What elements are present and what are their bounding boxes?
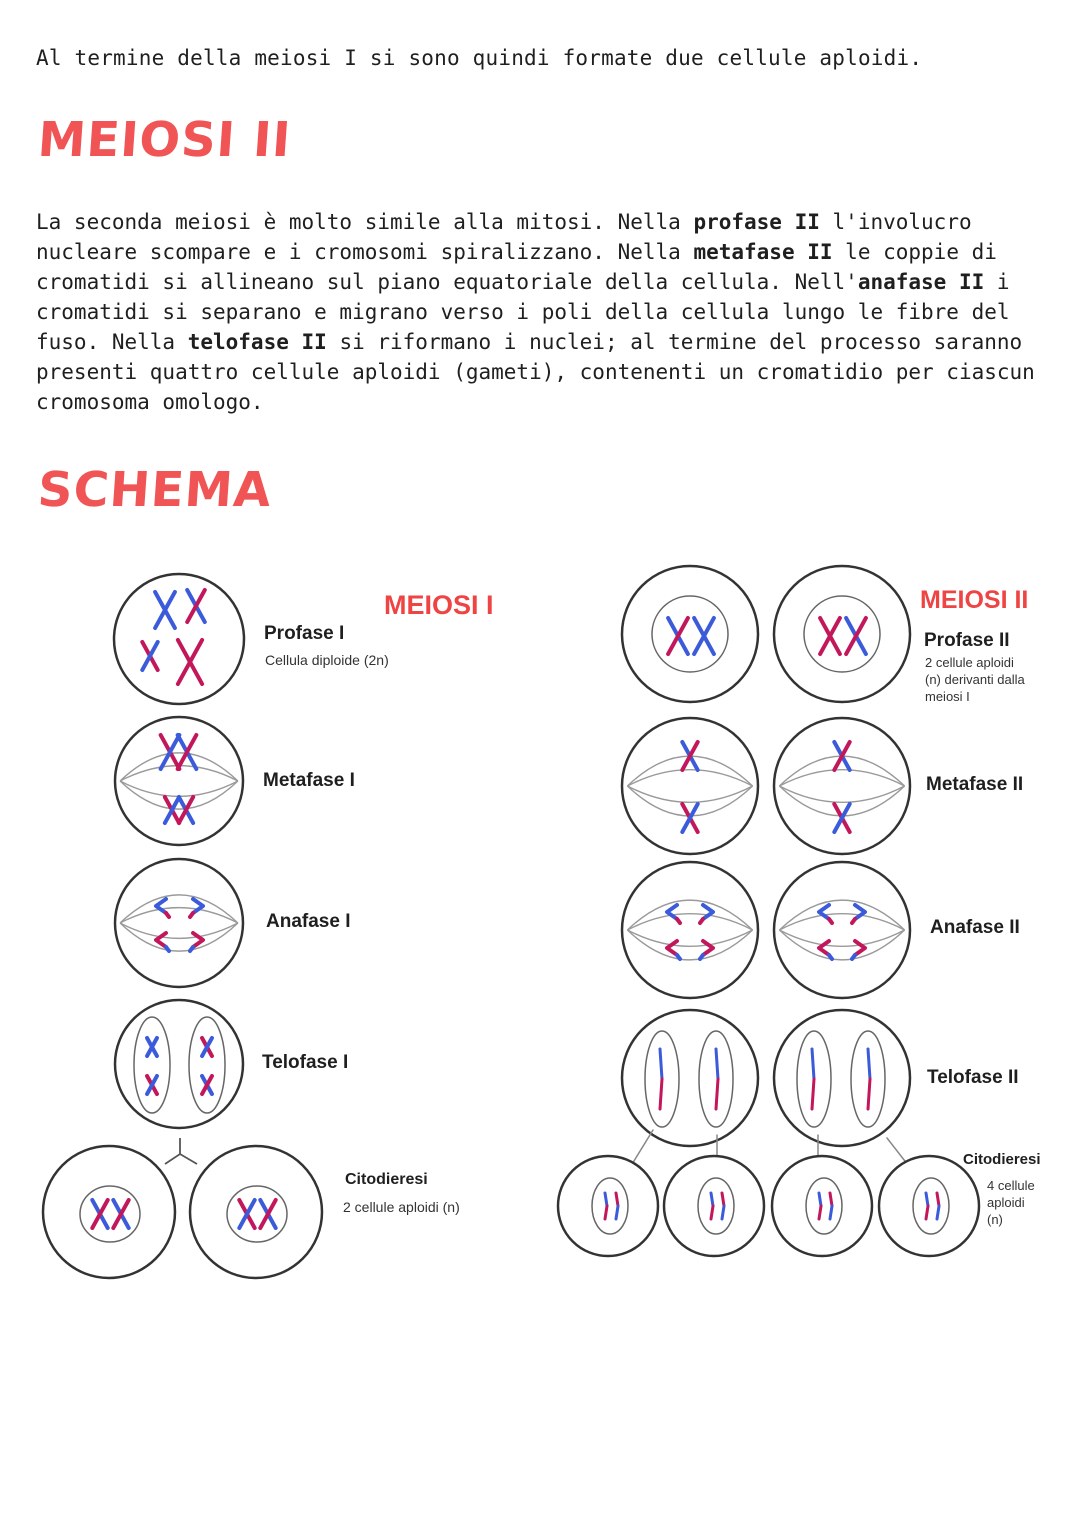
desc-citodieresi-2-line2: aploidi: [987, 1195, 1025, 1210]
desc-citodieresi-1: 2 cellule aploidi (n): [343, 1199, 460, 1215]
para-segment: La seconda meiosi è molto simile alla mitosi. Nella: [36, 210, 694, 234]
label-telofase-1: Telofase I: [262, 1052, 349, 1073]
chromatid: [166, 913, 169, 917]
chromatid: [677, 955, 680, 959]
heading-meiosi-2: MEIOSI II: [36, 112, 294, 168]
cell-anafase-1: [115, 859, 243, 987]
cell-metafase-2: [774, 718, 910, 854]
chromatid: [868, 1049, 870, 1079]
label-profase-2: Profase II: [924, 630, 1010, 651]
meiosi-2-title: MEIOSI II: [920, 586, 1029, 614]
chromatid: [616, 1193, 618, 1206]
label-citodieresi-2: Citodieresi: [963, 1151, 1041, 1168]
desc-profase-2-line2: (n) derivanti dalla: [925, 672, 1025, 687]
label-metafase-1: Metafase I: [263, 770, 355, 791]
desc-profase-1: Cellula diploide (2n): [265, 652, 389, 668]
desc-citodieresi-2-line1: 4 cellule: [987, 1178, 1035, 1193]
chromatid: [830, 1193, 832, 1206]
chromatid: [660, 1079, 662, 1109]
label-anafase-1: Anafase I: [266, 911, 351, 932]
chromatid: [926, 1206, 928, 1219]
intro-text: Al termine della meiosi I si sono quindi formate due cellule aploidi.: [36, 46, 923, 70]
diagram-shapes: [43, 566, 979, 1278]
chromatid: [819, 1206, 821, 1219]
meiosi-1-title: MEIOSI I: [384, 590, 494, 620]
chromatid: [711, 1193, 713, 1206]
meiosis-diagram: [0, 560, 1080, 1300]
label-anafase-2: Anafase II: [930, 917, 1020, 938]
para-segment: i cromatidi si separano e migrano verso i poli della cellula lungo le fibre del fuso. Nella: [36, 270, 1010, 354]
cell-anafase-2: [774, 862, 910, 998]
para-segment: l'involucro nucleare scompare e i cromosomi spiralizzano. Nella: [36, 210, 972, 264]
chromatid: [616, 1206, 618, 1219]
cell-telofase-2: [622, 1010, 758, 1146]
chromatid: [605, 1193, 607, 1206]
chromatid: [926, 1193, 928, 1206]
chromatid: [812, 1049, 814, 1079]
heading-schema: SCHEMA: [36, 462, 274, 518]
chromatid: [829, 955, 832, 959]
chromatid: [711, 1206, 713, 1219]
chromatid: [722, 1193, 724, 1206]
chromatid: [852, 955, 855, 959]
para-segment: si riformano i nuclei; al termine del processo saranno presenti quattro cellule aploidi (gameti), contenenti un cromatidio per ciascun cromosoma omologo.: [36, 330, 1035, 414]
label-metafase-2: Metafase II: [926, 774, 1024, 795]
chromatid: [722, 1206, 724, 1219]
chromatid: [812, 1079, 814, 1109]
chromatid: [605, 1206, 607, 1219]
chromatid: [937, 1206, 939, 1219]
desc-profase-2-line1: 2 cellule aploidi: [925, 655, 1014, 670]
term-profase-2: profase II: [693, 210, 820, 234]
chromatid: [190, 913, 193, 917]
para-segment: le coppie di cromatidi si allineano sul piano equatoriale della cellula. Nell': [36, 240, 997, 294]
cell-metafase-2: [622, 718, 758, 854]
cell-profase-2a: [622, 566, 758, 702]
term-metafase-2: metafase II: [693, 240, 833, 264]
chromatid: [852, 919, 855, 923]
daughter-cell-1: [43, 1146, 175, 1278]
cell-anafase-2: [622, 862, 758, 998]
desc-citodieresi-2-line3: (n): [987, 1212, 1003, 1227]
cell-profase-2b: [774, 566, 910, 702]
chromatid: [677, 919, 680, 923]
cell-telofase-2: [774, 1010, 910, 1146]
chromatid: [190, 947, 193, 951]
chromatid: [716, 1079, 718, 1109]
meiosis-2-paragraph: [36, 207, 1056, 417]
chromatid: [937, 1193, 939, 1206]
meiosis-diagram-svg: [0, 560, 1080, 1300]
label-citodieresi-1: Citodieresi: [345, 1171, 428, 1188]
label-telofase-2: Telofase II: [927, 1067, 1019, 1088]
chromatid: [166, 947, 169, 951]
division-branch: [165, 1138, 197, 1164]
chromatid: [819, 1193, 821, 1206]
term-anafase-2: anafase II: [857, 270, 985, 294]
chromatid: [716, 1049, 718, 1079]
chromatid: [829, 919, 832, 923]
chromatid: [700, 955, 703, 959]
chromatid: [660, 1049, 662, 1079]
chromatid: [868, 1079, 870, 1109]
chromatid: [830, 1206, 832, 1219]
term-telofase-2: telofase II: [187, 330, 327, 354]
daughter-cell-2: [190, 1146, 322, 1278]
chromatid: [700, 919, 703, 923]
label-profase-1: Profase I: [264, 623, 345, 644]
desc-profase-2-line3: meiosi I: [925, 689, 970, 704]
